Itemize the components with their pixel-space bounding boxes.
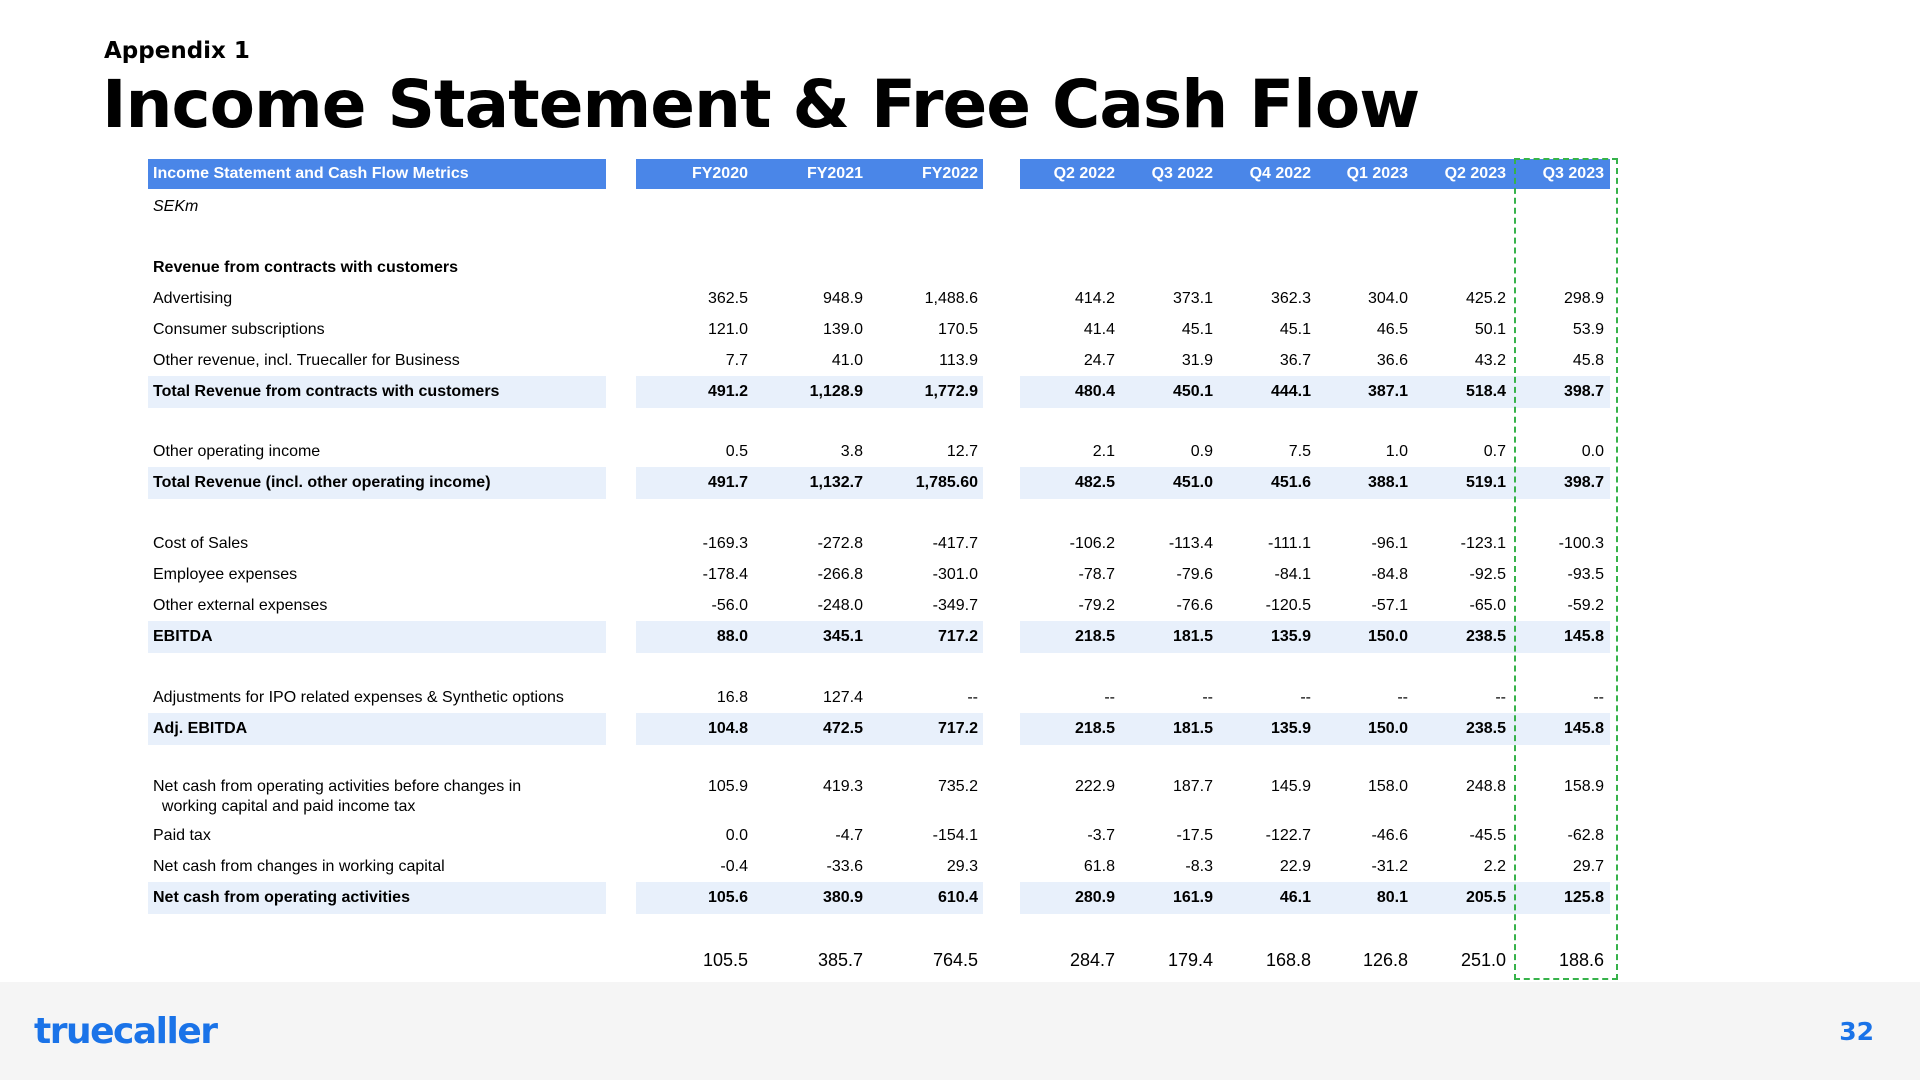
table-cell: 61.8 [1083, 858, 1115, 875]
table-cell: -33.6 [826, 858, 863, 875]
table-cell: 181.5 [1172, 720, 1213, 737]
table-cell: 145.9 [1270, 778, 1311, 795]
column-header-q1-2023: Q1 2023 [1346, 165, 1408, 182]
table-cell: 2.2 [1483, 858, 1506, 875]
table-cell: 491.2 [707, 383, 748, 400]
q3-2023-highlight-box [1514, 158, 1618, 980]
row-label: Revenue from contracts with customers [153, 259, 458, 276]
table-cell: 105.9 [707, 778, 748, 795]
table-cell: -92.5 [1469, 566, 1506, 583]
table-cell: 284.7 [1069, 950, 1115, 970]
table-cell: -- [1300, 689, 1311, 706]
table-cell: -79.6 [1176, 566, 1213, 583]
total-row-band [148, 621, 606, 653]
table-cell: -84.8 [1371, 566, 1408, 583]
table-cell: 88.0 [716, 628, 748, 645]
row-label: Adj. EBITDA [153, 720, 248, 737]
table-cell: -349.7 [932, 597, 978, 614]
table-cell: 36.7 [1279, 352, 1311, 369]
table-cell: 16.8 [716, 689, 748, 706]
table-cell: -8.3 [1185, 858, 1213, 875]
table-cell: -178.4 [702, 566, 748, 583]
table-cell: -301.0 [932, 566, 978, 583]
table-cell: -59.2 [1567, 597, 1604, 614]
table-cell: 480.4 [1074, 383, 1115, 400]
table-cell: 145.8 [1563, 720, 1604, 737]
table-cell: 168.8 [1265, 950, 1311, 970]
table-cell: 2.1 [1092, 443, 1115, 460]
table-cell: -56.0 [711, 597, 748, 614]
table-cell: -76.6 [1176, 597, 1213, 614]
row-label: Other operating income [153, 443, 321, 460]
row-label: Net cash from operating activities [153, 889, 410, 906]
table-cell: 188.6 [1558, 950, 1604, 970]
table-cell: 1,132.7 [809, 474, 863, 491]
table-cell: 472.5 [822, 720, 863, 737]
table-cell: 1,488.6 [924, 290, 978, 307]
table-cell: 158.0 [1367, 778, 1408, 795]
table-cell: -- [1495, 689, 1506, 706]
column-header-q3-2023: Q3 2023 [1542, 165, 1604, 182]
page-title: Income Statement & Free Cash Flow [102, 66, 1420, 143]
table-cell: -266.8 [817, 566, 863, 583]
page-number: 32 [1839, 1017, 1874, 1046]
row-label: Other external expenses [153, 597, 328, 614]
table-cell: 0.5 [725, 443, 748, 460]
table-cell: 187.7 [1172, 778, 1213, 795]
table-cell: 0.9 [1190, 443, 1213, 460]
table-cell: 419.3 [822, 778, 863, 795]
table-cell: 491.7 [707, 474, 748, 491]
table-cell: 41.4 [1083, 321, 1115, 338]
table-cell: 45.8 [1572, 352, 1604, 369]
table-cell: 518.4 [1465, 383, 1506, 400]
table-cell: -169.3 [702, 535, 748, 552]
table-cell: 218.5 [1074, 720, 1115, 737]
table-cell: 24.7 [1083, 352, 1115, 369]
table-cell: 373.1 [1172, 290, 1213, 307]
table-cell: -65.0 [1469, 597, 1506, 614]
table-cell: 238.5 [1465, 720, 1506, 737]
table-cell: 45.1 [1279, 321, 1311, 338]
table-cell: -84.1 [1274, 566, 1311, 583]
table-cell: 29.7 [1572, 858, 1604, 875]
column-header-fy2020: FY2020 [691, 165, 748, 182]
table-cell: 304.0 [1367, 290, 1408, 307]
table-cell: 43.2 [1474, 352, 1506, 369]
table-cell: 444.1 [1270, 383, 1311, 400]
table-cell: -272.8 [817, 535, 863, 552]
table-cell: -120.5 [1265, 597, 1311, 614]
table-cell: 387.1 [1367, 383, 1408, 400]
table-cell: 105.6 [707, 889, 748, 906]
table-cell: -3.7 [1087, 827, 1115, 844]
table-cell: -417.7 [932, 535, 978, 552]
row-label: Consumer subscriptions [153, 321, 325, 338]
column-header-q4-2022: Q4 2022 [1249, 165, 1311, 182]
table-cell: 113.9 [939, 352, 978, 369]
table-cell: 181.5 [1172, 628, 1213, 645]
table-cell: 41.0 [831, 352, 863, 369]
table-cell: 7.5 [1288, 443, 1311, 460]
table-cell: 610.4 [937, 889, 978, 906]
table-cell: 170.5 [937, 321, 978, 338]
table-cell: 46.1 [1279, 889, 1311, 906]
table-cell: 3.8 [840, 443, 863, 460]
table-cell: 205.5 [1465, 889, 1506, 906]
table-cell: 280.9 [1074, 889, 1115, 906]
table-cell: 218.5 [1074, 628, 1115, 645]
table-cell: -17.5 [1176, 827, 1213, 844]
table-cell: 126.8 [1362, 950, 1408, 970]
table-cell: 451.0 [1172, 474, 1213, 491]
table-cell: -62.8 [1567, 827, 1604, 844]
table-cell: 105.5 [702, 950, 748, 970]
table-cell: 1,772.9 [924, 383, 978, 400]
row-label: Employee expenses [153, 566, 298, 583]
table-cell: 150.0 [1367, 628, 1408, 645]
row-label: Cost of Sales [153, 535, 249, 552]
table-cell: 251.0 [1460, 950, 1506, 970]
table-cell: 717.2 [937, 720, 978, 737]
column-header-fy2021: FY2021 [806, 165, 863, 182]
table-cell: -31.2 [1371, 858, 1408, 875]
table-cell: 104.8 [707, 720, 748, 737]
column-header-q3-2022: Q3 2022 [1151, 165, 1213, 182]
table-cell: -- [1104, 689, 1115, 706]
table-cell: 414.2 [1074, 290, 1115, 307]
table-cell: 46.5 [1376, 321, 1408, 338]
truecaller-logo: truecaller [34, 1011, 217, 1052]
table-cell: -100.3 [1558, 535, 1604, 552]
table-cell: 127.4 [822, 689, 863, 706]
table-cell: -- [1202, 689, 1213, 706]
table-cell: 948.9 [822, 290, 863, 307]
row-label: Paid tax [153, 827, 211, 844]
table-cell: 135.9 [1270, 720, 1311, 737]
row-label: EBITDA [153, 628, 213, 645]
table-cell: 7.7 [725, 352, 748, 369]
table-cell: 482.5 [1074, 474, 1115, 491]
table-cell: 161.9 [1172, 889, 1213, 906]
table-cell: 519.1 [1465, 474, 1506, 491]
table-cell: 1,785.60 [915, 474, 978, 491]
table-cell: 1,128.9 [809, 383, 863, 400]
table-cell: 29.3 [946, 858, 978, 875]
table-cell: 121.0 [707, 321, 748, 338]
table-cell: 362.3 [1270, 290, 1311, 307]
table-cell: -0.4 [720, 858, 748, 875]
table-cell: -57.1 [1371, 597, 1408, 614]
table-cell: 0.0 [1581, 443, 1604, 460]
table-cell: 450.1 [1172, 383, 1213, 400]
table-cell: -- [967, 689, 978, 706]
row-label: Net cash from operating activities before changes in working capital and paid income tax [153, 778, 522, 815]
column-header-q2-2023: Q2 2023 [1444, 165, 1506, 182]
table-cell: 53.9 [1572, 321, 1604, 338]
table-cell: 80.1 [1376, 889, 1408, 906]
table-cell: 22.9 [1279, 858, 1311, 875]
table-cell: 179.4 [1167, 950, 1213, 970]
table-cell: -- [1397, 689, 1408, 706]
table-cell: -79.2 [1078, 597, 1115, 614]
table-cell: 385.7 [817, 950, 863, 970]
table-cell: 248.8 [1465, 778, 1506, 795]
table-cell: -46.6 [1371, 827, 1408, 844]
column-header-fy2022: FY2022 [921, 165, 978, 182]
table-cell: -93.5 [1567, 566, 1604, 583]
table-cell: 12.7 [946, 443, 978, 460]
row-label: Advertising [153, 290, 233, 307]
table-cell: 45.1 [1181, 321, 1213, 338]
table-cell: -106.2 [1069, 535, 1115, 552]
table-cell: 31.9 [1181, 352, 1213, 369]
table-cell: 1.0 [1385, 443, 1408, 460]
table-cell: -113.4 [1168, 535, 1213, 552]
table-cell: -122.7 [1265, 827, 1311, 844]
table-cell: -123.1 [1460, 535, 1506, 552]
table-cell: 398.7 [1563, 383, 1604, 400]
table-cell: 50.1 [1474, 321, 1506, 338]
table-cell: 764.5 [932, 950, 978, 970]
table-cell: 125.8 [1563, 889, 1604, 906]
table-cell: -- [1593, 689, 1604, 706]
table-cell: 158.9 [1563, 778, 1604, 795]
table-cell: 298.9 [1563, 290, 1604, 307]
table-cell: 0.7 [1483, 443, 1506, 460]
table-cell: 451.6 [1270, 474, 1311, 491]
table-cell: 425.2 [1465, 290, 1506, 307]
table-cell: 362.5 [707, 290, 748, 307]
table-cell: -111.1 [1268, 535, 1311, 552]
table-cell: -154.1 [932, 827, 978, 844]
table-cell: 735.2 [937, 778, 978, 795]
row-label: Total Revenue from contracts with customers [153, 383, 500, 400]
row-label: SEKm [153, 198, 199, 215]
row-label: Total Revenue (incl. other operating income) [153, 474, 491, 491]
table-cell: 222.9 [1074, 778, 1115, 795]
row-label: Adjustments for IPO related expenses & Synthetic options [153, 689, 564, 706]
footer-bar [0, 982, 1920, 1080]
table-cell: -4.7 [835, 827, 863, 844]
row-label: Net cash from changes in working capital [153, 858, 445, 875]
table-cell: 139.0 [822, 321, 863, 338]
table-cell: 150.0 [1367, 720, 1408, 737]
table-cell: -45.5 [1469, 827, 1506, 844]
table-cell: 717.2 [937, 628, 978, 645]
table-cell: 135.9 [1270, 628, 1311, 645]
row-label: Other revenue, incl. Truecaller for Business [153, 352, 460, 369]
table-cell: 345.1 [822, 628, 863, 645]
table-cell: -78.7 [1078, 566, 1115, 583]
table-cell: 388.1 [1367, 474, 1408, 491]
table-cell: 238.5 [1465, 628, 1506, 645]
table-cell: -96.1 [1371, 535, 1408, 552]
table-cell: -248.0 [817, 597, 863, 614]
table-cell: 380.9 [822, 889, 863, 906]
appendix-label: Appendix 1 [104, 38, 250, 64]
table-cell: 36.6 [1376, 352, 1408, 369]
column-header-q2-2022: Q2 2022 [1053, 165, 1115, 182]
table-cell: 398.7 [1563, 474, 1604, 491]
table-cell: 0.0 [725, 827, 748, 844]
table-header-label: Income Statement and Cash Flow Metrics [153, 165, 469, 182]
table-cell: 145.8 [1563, 628, 1604, 645]
